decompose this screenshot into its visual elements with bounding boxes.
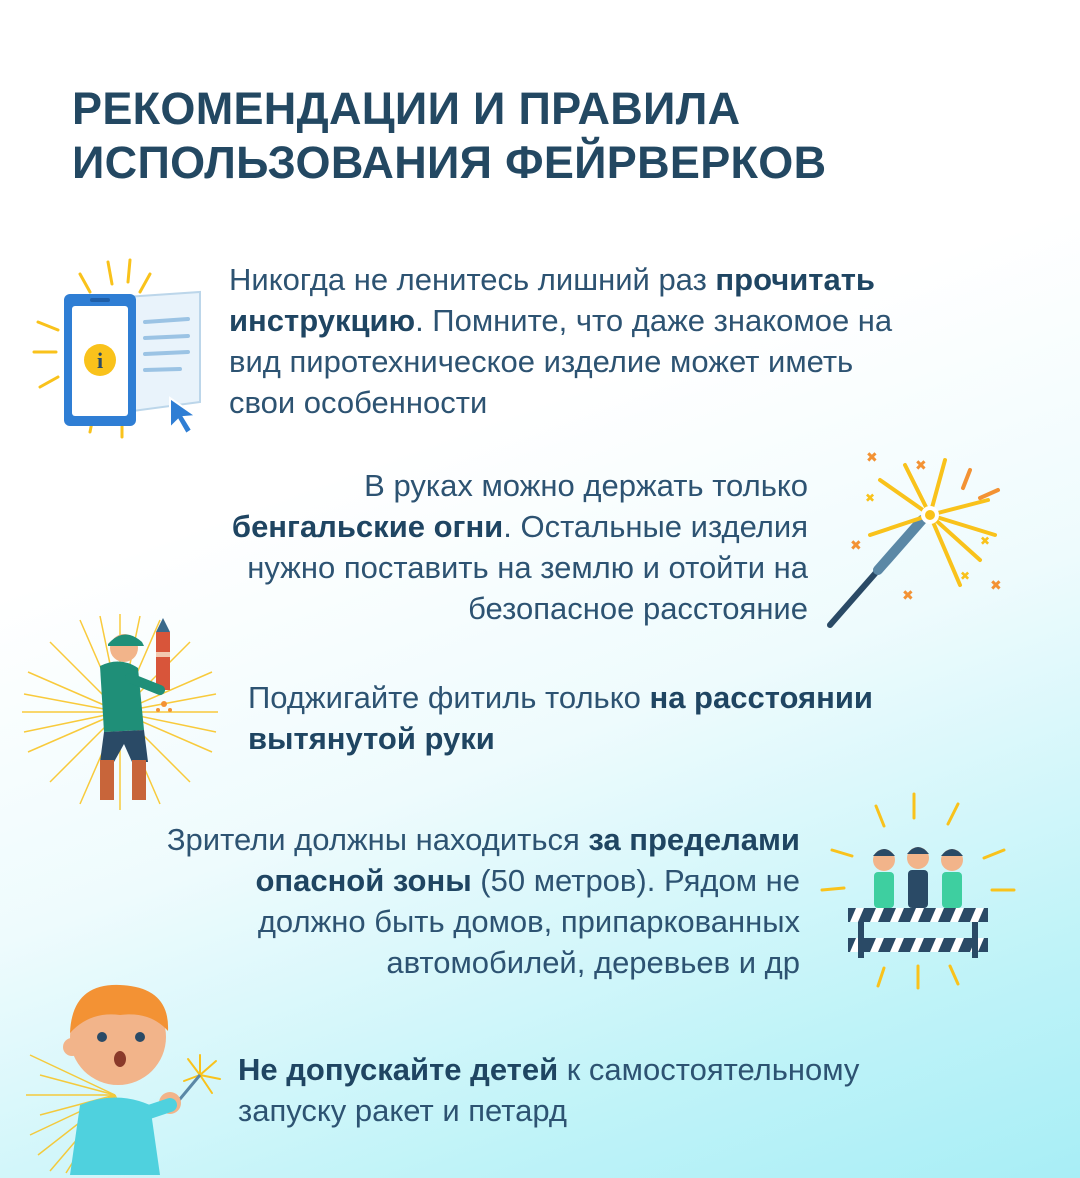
svg-text:✖: ✖	[866, 450, 878, 466]
rule-3-text	[248, 677, 873, 759]
rule-4-line-2: опасной зоны (50 метров). Рядом не	[255, 863, 800, 898]
rule-2-line-4: безопасное расстояние	[468, 591, 808, 626]
svg-text:i: i	[96, 348, 104, 373]
child-with-sparkler-icon	[20, 975, 230, 1175]
rule-4-line-4: автомобилей, деревьев и др	[386, 945, 800, 980]
svg-text:✖: ✖	[980, 534, 991, 548]
rule-2-line-1: В руках можно держать только	[364, 468, 808, 503]
svg-text:✖: ✖	[850, 538, 862, 554]
rule-5-line-1: Не допускайте детей к самостоятельному	[238, 1052, 860, 1087]
title-line-1: РЕКОМЕНДАЦИИ И ПРАВИЛА	[72, 83, 741, 134]
rule-1-line-2: инструкцию. Помните, что даже знакомое на	[229, 303, 893, 338]
person-lighting-firework-icon	[20, 612, 220, 812]
rule-3-line-1: Поджигайте фитиль только на расстоянии	[248, 680, 873, 715]
rule-4-line-3: должно быть домов, припаркованных	[257, 904, 800, 939]
svg-text:✖: ✖	[990, 578, 1002, 594]
rule-2-line-3: нужно поставить на землю и отойти на	[247, 550, 808, 585]
svg-text:✖: ✖	[960, 569, 971, 583]
rule-1-text	[229, 259, 892, 423]
page-title	[72, 82, 826, 190]
svg-text:✖: ✖	[865, 491, 876, 505]
sparkler-icon	[820, 440, 1020, 635]
rule-3-line-2: вытянутой руки	[248, 721, 495, 756]
spectators-barrier-icon	[818, 790, 1018, 990]
svg-text:✖: ✖	[902, 588, 914, 604]
title-line-2: ИСПОЛЬЗОВАНИЯ ФЕЙРВЕРКОВ	[72, 137, 827, 188]
rule-5-line-2: запуску ракет и петард	[238, 1093, 567, 1128]
instruction-tablet-icon	[30, 252, 220, 447]
rule-5-text	[238, 1049, 859, 1131]
svg-text:✖: ✖	[915, 458, 927, 474]
rule-1-line-1: Никогда не ленитесь лишний раз прочитать	[229, 262, 875, 297]
rule-4-text	[167, 819, 800, 983]
rule-2-text	[232, 465, 808, 629]
rule-1-line-3: вид пиротехническое изделие может иметь	[229, 344, 854, 379]
rule-2-line-2: бенгальские огни. Остальные изделия	[231, 509, 808, 544]
rule-4-line-1: Зрители должны находиться за пределами	[166, 822, 800, 857]
rule-1-line-4: свои особенности	[229, 385, 488, 420]
